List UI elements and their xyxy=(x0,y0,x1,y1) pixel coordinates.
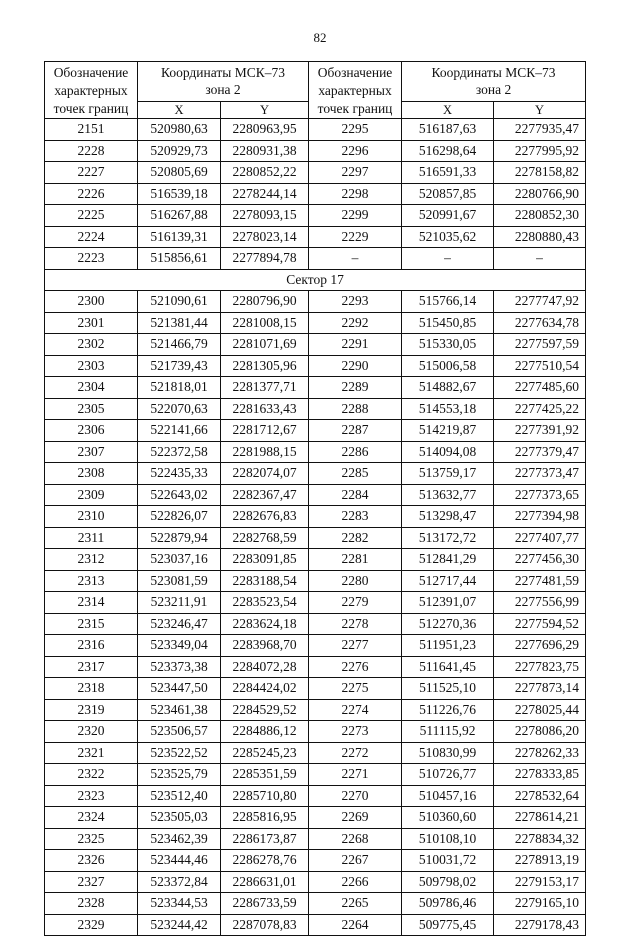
table-cell: 520857,85 xyxy=(402,183,494,205)
table-cell: 521818,01 xyxy=(138,377,221,399)
table-cell: 2269 xyxy=(309,807,402,829)
table-cell: 2278086,20 xyxy=(494,721,586,743)
table-cell: 2329 xyxy=(45,914,138,936)
table-cell: 2284529,52 xyxy=(221,699,309,721)
table-row xyxy=(45,893,586,915)
table-cell: 2280766,90 xyxy=(494,183,586,205)
table-cell: 521466,79 xyxy=(138,334,221,356)
table-cell: 2299 xyxy=(309,205,402,227)
table-cell: 2272 xyxy=(309,742,402,764)
table-cell: 521381,44 xyxy=(138,312,221,334)
table-cell: 2280852,30 xyxy=(494,205,586,227)
table-cell: 2311 xyxy=(45,527,138,549)
table-cell: 2278913,19 xyxy=(494,850,586,872)
table-row xyxy=(45,613,586,635)
sector-section xyxy=(45,269,586,291)
header-line: Координаты МСК–73 xyxy=(431,65,556,81)
table-cell: 2319 xyxy=(45,699,138,721)
table-cell: 2277373,47 xyxy=(494,463,586,485)
table-cell: 2278834,32 xyxy=(494,828,586,850)
table-row xyxy=(45,377,586,399)
table-cell: 2283968,70 xyxy=(221,635,309,657)
table-cell: 510360,60 xyxy=(402,807,494,829)
table-cell: 2325 xyxy=(45,828,138,850)
table-cell: 2280931,38 xyxy=(221,140,309,162)
table-cell: 2281633,43 xyxy=(221,398,309,420)
table-cell: 2285 xyxy=(309,463,402,485)
table-cell: 2298 xyxy=(309,183,402,205)
table-cell: 2283 xyxy=(309,506,402,528)
table-cell: 516267,88 xyxy=(138,205,221,227)
table-cell: 2327 xyxy=(45,871,138,893)
table-cell: 2289 xyxy=(309,377,402,399)
table-cell: 2277425,22 xyxy=(494,398,586,420)
table-row xyxy=(45,764,586,786)
table-cell: 2301 xyxy=(45,312,138,334)
table-cell: 2277747,92 xyxy=(494,291,586,313)
table-cell: 2315 xyxy=(45,613,138,635)
table-cell: 516591,33 xyxy=(402,162,494,184)
table-cell: 522070,63 xyxy=(138,398,221,420)
table-cell: 512717,44 xyxy=(402,570,494,592)
header-line: Обозначение xyxy=(317,65,393,80)
table-cell: 2273 xyxy=(309,721,402,743)
table-row xyxy=(45,699,586,721)
table-cell: 2278333,85 xyxy=(494,764,586,786)
table-cell: 2277634,78 xyxy=(494,312,586,334)
table-cell: 521035,62 xyxy=(402,226,494,248)
table-cell: 2317 xyxy=(45,656,138,678)
table-cell: 2283624,18 xyxy=(221,613,309,635)
table-cell: 2308 xyxy=(45,463,138,485)
table-cell: 2277995,92 xyxy=(494,140,586,162)
table-row xyxy=(45,463,586,485)
table-cell: 2280852,22 xyxy=(221,162,309,184)
table-cell: 2277379,47 xyxy=(494,441,586,463)
table-row xyxy=(45,312,586,334)
table-cell: 2310 xyxy=(45,506,138,528)
table-cell: 511226,76 xyxy=(402,699,494,721)
table-row xyxy=(45,162,586,184)
table-row xyxy=(45,785,586,807)
table-cell: 2277935,47 xyxy=(494,119,586,141)
point-column-header-left xyxy=(45,62,138,119)
table-cell: 2280880,43 xyxy=(494,226,586,248)
table-cell: 521739,43 xyxy=(138,355,221,377)
table-cell: 509786,46 xyxy=(402,893,494,915)
table-cell: 2267 xyxy=(309,850,402,872)
table-cell: 2282676,83 xyxy=(221,506,309,528)
table-row xyxy=(45,334,586,356)
table-cell: 2304 xyxy=(45,377,138,399)
table-cell: 2279153,17 xyxy=(494,871,586,893)
table-cell: 520980,63 xyxy=(138,119,221,141)
table-cell: 2227 xyxy=(45,162,138,184)
table-cell: 2264 xyxy=(309,914,402,936)
table-row xyxy=(45,807,586,829)
table-row xyxy=(45,205,586,227)
table-cell: 521090,61 xyxy=(138,291,221,313)
sector-label: Сектор 17 xyxy=(45,269,586,291)
table-cell: 2277556,99 xyxy=(494,592,586,614)
table-cell: 2307 xyxy=(45,441,138,463)
table-cell: 510031,72 xyxy=(402,850,494,872)
table-cell: – xyxy=(402,248,494,270)
table-cell: – xyxy=(494,248,586,270)
y-header: Y xyxy=(221,101,309,118)
table-row xyxy=(45,183,586,205)
table-cell: 2277594,52 xyxy=(494,613,586,635)
table-row xyxy=(45,678,586,700)
table-cell: 522372,58 xyxy=(138,441,221,463)
table-cell: 2278244,14 xyxy=(221,183,309,205)
table-cell: 2229 xyxy=(309,226,402,248)
table-row xyxy=(45,635,586,657)
table-cell: 2279 xyxy=(309,592,402,614)
table-cell: 2278532,64 xyxy=(494,785,586,807)
coords-header-right xyxy=(402,62,586,102)
table-cell: 2316 xyxy=(45,635,138,657)
table-cell: 512391,07 xyxy=(402,592,494,614)
header-line: зона 2 xyxy=(205,82,241,98)
table-cell: 2281 xyxy=(309,549,402,571)
table-cell: 2282768,59 xyxy=(221,527,309,549)
table-cell: 2281712,67 xyxy=(221,420,309,442)
table-cell: 523512,40 xyxy=(138,785,221,807)
table-cell: 510726,77 xyxy=(402,764,494,786)
table-row xyxy=(45,484,586,506)
table-body-before xyxy=(45,119,586,270)
table-cell: 2322 xyxy=(45,764,138,786)
table-cell: 2279165,10 xyxy=(494,893,586,915)
header-line: точек границ xyxy=(317,101,393,116)
table-cell: 514094,08 xyxy=(402,441,494,463)
table-cell: 2151 xyxy=(45,119,138,141)
table-cell: 509798,02 xyxy=(402,871,494,893)
table-cell: 2277456,30 xyxy=(494,549,586,571)
table-cell: 523505,03 xyxy=(138,807,221,829)
table-cell: 515330,05 xyxy=(402,334,494,356)
table-cell: 2277391,92 xyxy=(494,420,586,442)
table-cell: 522435,33 xyxy=(138,463,221,485)
table-cell: 2295 xyxy=(309,119,402,141)
table-cell: 2277481,59 xyxy=(494,570,586,592)
table-cell: 2224 xyxy=(45,226,138,248)
table-cell: 2223 xyxy=(45,248,138,270)
table-cell: 2328 xyxy=(45,893,138,915)
table-cell: 2277696,29 xyxy=(494,635,586,657)
table-cell: 2285816,95 xyxy=(221,807,309,829)
header-line: Координаты МСК–73 xyxy=(161,65,285,81)
table-cell: 523522,52 xyxy=(138,742,221,764)
table-row xyxy=(45,291,586,313)
table-cell: 509775,45 xyxy=(402,914,494,936)
table-cell: 522141,66 xyxy=(138,420,221,442)
table-cell: 2287078,83 xyxy=(221,914,309,936)
table-cell: 2281071,69 xyxy=(221,334,309,356)
table-cell: 514882,67 xyxy=(402,377,494,399)
table-row xyxy=(45,119,586,141)
table-cell: 515856,61 xyxy=(138,248,221,270)
table-cell: 2280796,90 xyxy=(221,291,309,313)
table-row xyxy=(45,570,586,592)
table-body-after xyxy=(45,291,586,936)
table-cell: 2282367,47 xyxy=(221,484,309,506)
table-cell: 2228 xyxy=(45,140,138,162)
table-row xyxy=(45,355,586,377)
table-cell: 511641,45 xyxy=(402,656,494,678)
table-cell: 514553,18 xyxy=(402,398,494,420)
table-cell: 523037,16 xyxy=(138,549,221,571)
table-row xyxy=(45,549,586,571)
table-cell: 2280963,95 xyxy=(221,119,309,141)
table-row xyxy=(45,140,586,162)
table-cell: 512270,36 xyxy=(402,613,494,635)
table-cell: 522826,07 xyxy=(138,506,221,528)
table-row xyxy=(45,398,586,420)
table-cell: 2283523,54 xyxy=(221,592,309,614)
table-cell: 2286278,76 xyxy=(221,850,309,872)
table-cell: 2279178,43 xyxy=(494,914,586,936)
table-cell: 2271 xyxy=(309,764,402,786)
table-cell: 2297 xyxy=(309,162,402,184)
table-cell: 523344,53 xyxy=(138,893,221,915)
table-cell: 2286173,87 xyxy=(221,828,309,850)
table-cell: 2277407,77 xyxy=(494,527,586,549)
table-cell: 2278 xyxy=(309,613,402,635)
table-cell: 523246,47 xyxy=(138,613,221,635)
table-cell: 2285710,80 xyxy=(221,785,309,807)
table-cell: 2277823,75 xyxy=(494,656,586,678)
table-cell: 2275 xyxy=(309,678,402,700)
table-cell: 510830,99 xyxy=(402,742,494,764)
table-cell: 2277 xyxy=(309,635,402,657)
table-cell: 2309 xyxy=(45,484,138,506)
table-cell: 520929,73 xyxy=(138,140,221,162)
table-cell: 2326 xyxy=(45,850,138,872)
table-cell: 513759,17 xyxy=(402,463,494,485)
table-cell: 511115,92 xyxy=(402,721,494,743)
table-cell: 2277873,14 xyxy=(494,678,586,700)
table-cell: 515450,85 xyxy=(402,312,494,334)
table-cell: 2292 xyxy=(309,312,402,334)
table-cell: 513172,72 xyxy=(402,527,494,549)
table-cell: – xyxy=(309,248,402,270)
table-cell: 2278262,33 xyxy=(494,742,586,764)
table-cell: 516539,18 xyxy=(138,183,221,205)
table-cell: 515006,58 xyxy=(402,355,494,377)
table-cell: 523447,50 xyxy=(138,678,221,700)
point-column-header-right xyxy=(309,62,402,119)
table-cell: 2278158,82 xyxy=(494,162,586,184)
table-cell: 2288 xyxy=(309,398,402,420)
table-cell: 2303 xyxy=(45,355,138,377)
table-cell: 2285351,59 xyxy=(221,764,309,786)
table-cell: 520991,67 xyxy=(402,205,494,227)
table-row xyxy=(45,721,586,743)
table-cell: 2284424,02 xyxy=(221,678,309,700)
table-cell: 2278025,44 xyxy=(494,699,586,721)
table-cell: 511525,10 xyxy=(402,678,494,700)
table-cell: 513298,47 xyxy=(402,506,494,528)
header-line: характерных xyxy=(54,83,128,98)
table-cell: 522643,02 xyxy=(138,484,221,506)
table-cell: 2265 xyxy=(309,893,402,915)
table-row xyxy=(45,420,586,442)
table-cell: 2321 xyxy=(45,742,138,764)
table-cell: 2291 xyxy=(309,334,402,356)
table-cell: 511951,23 xyxy=(402,635,494,657)
coordinates-table xyxy=(44,61,586,936)
table-cell: 2282 xyxy=(309,527,402,549)
table-cell: 2266 xyxy=(309,871,402,893)
header-line: точек границ xyxy=(53,101,129,116)
table-cell: 523372,84 xyxy=(138,871,221,893)
table-cell: 2225 xyxy=(45,205,138,227)
table-cell: 2318 xyxy=(45,678,138,700)
table-cell: 523244,42 xyxy=(138,914,221,936)
table-cell: 523444,46 xyxy=(138,850,221,872)
table-cell: 2290 xyxy=(309,355,402,377)
table-cell: 515766,14 xyxy=(402,291,494,313)
table-cell: 2313 xyxy=(45,570,138,592)
x-header: X xyxy=(138,101,221,118)
table-cell: 2286 xyxy=(309,441,402,463)
table-cell: 523211,91 xyxy=(138,592,221,614)
table-row xyxy=(45,871,586,893)
table-cell: 522879,94 xyxy=(138,527,221,549)
table-row xyxy=(45,441,586,463)
table-cell: 523525,79 xyxy=(138,764,221,786)
table-cell: 523461,38 xyxy=(138,699,221,721)
table-cell: 2281305,96 xyxy=(221,355,309,377)
table-row xyxy=(45,850,586,872)
table-cell: 2293 xyxy=(309,291,402,313)
table-cell: 2277394,98 xyxy=(494,506,586,528)
table-cell: 2287 xyxy=(309,420,402,442)
table-cell: 2285245,23 xyxy=(221,742,309,764)
table-cell: 510457,16 xyxy=(402,785,494,807)
table-cell: 2302 xyxy=(45,334,138,356)
table-cell: 2278023,14 xyxy=(221,226,309,248)
table-cell: 2277510,54 xyxy=(494,355,586,377)
table-cell: 2277373,65 xyxy=(494,484,586,506)
table-cell: 523373,38 xyxy=(138,656,221,678)
table-cell: 2274 xyxy=(309,699,402,721)
table-cell: 2306 xyxy=(45,420,138,442)
table-cell: 2286733,59 xyxy=(221,893,309,915)
table-cell: 2300 xyxy=(45,291,138,313)
table-cell: 2281008,15 xyxy=(221,312,309,334)
table-cell: 2278614,21 xyxy=(494,807,586,829)
table-cell: 523506,57 xyxy=(138,721,221,743)
table-cell: 516139,31 xyxy=(138,226,221,248)
header-line: Обозначение xyxy=(53,65,129,80)
table-cell: 2324 xyxy=(45,807,138,829)
coords-header-left xyxy=(138,62,309,102)
table-cell: 516187,63 xyxy=(402,119,494,141)
page-number: 82 xyxy=(313,30,327,45)
table-cell: 2282074,07 xyxy=(221,463,309,485)
table-cell: 2278093,15 xyxy=(221,205,309,227)
table-cell: 2305 xyxy=(45,398,138,420)
table-cell: 2277597,59 xyxy=(494,334,586,356)
table-cell: 2277894,78 xyxy=(221,248,309,270)
table-row xyxy=(45,592,586,614)
table-row xyxy=(45,914,586,936)
sector-row xyxy=(45,269,586,291)
table-row xyxy=(45,248,586,270)
table-cell: 2312 xyxy=(45,549,138,571)
header-line: характерных xyxy=(318,83,392,98)
table-cell: 2280 xyxy=(309,570,402,592)
y-header: Y xyxy=(494,101,586,118)
table-cell: 514219,87 xyxy=(402,420,494,442)
table-cell: 2277485,60 xyxy=(494,377,586,399)
table-cell: 2296 xyxy=(309,140,402,162)
table-cell: 2286631,01 xyxy=(221,871,309,893)
table-cell: 2281988,15 xyxy=(221,441,309,463)
x-header: X xyxy=(402,101,494,118)
table-row xyxy=(45,742,586,764)
table-cell: 2283091,85 xyxy=(221,549,309,571)
table-cell: 2270 xyxy=(309,785,402,807)
table-row xyxy=(45,656,586,678)
table-cell: 2283188,54 xyxy=(221,570,309,592)
table-cell: 2281377,71 xyxy=(221,377,309,399)
table-cell: 2320 xyxy=(45,721,138,743)
header-line: зона 2 xyxy=(475,82,512,98)
table-cell: 516298,64 xyxy=(402,140,494,162)
table-cell: 2226 xyxy=(45,183,138,205)
table-cell: 512841,29 xyxy=(402,549,494,571)
table-row xyxy=(45,226,586,248)
table-row xyxy=(45,527,586,549)
table-cell: 2284072,28 xyxy=(221,656,309,678)
table-row xyxy=(45,828,586,850)
table-cell: 523462,39 xyxy=(138,828,221,850)
table-cell: 513632,77 xyxy=(402,484,494,506)
table-cell: 2314 xyxy=(45,592,138,614)
table-cell: 520805,69 xyxy=(138,162,221,184)
table-cell: 2323 xyxy=(45,785,138,807)
table-cell: 523081,59 xyxy=(138,570,221,592)
table-cell: 2284 xyxy=(309,484,402,506)
table-cell: 2284886,12 xyxy=(221,721,309,743)
table-cell: 523349,04 xyxy=(138,635,221,657)
table-cell: 2268 xyxy=(309,828,402,850)
table-cell: 510108,10 xyxy=(402,828,494,850)
table-row xyxy=(45,506,586,528)
table-cell: 2276 xyxy=(309,656,402,678)
